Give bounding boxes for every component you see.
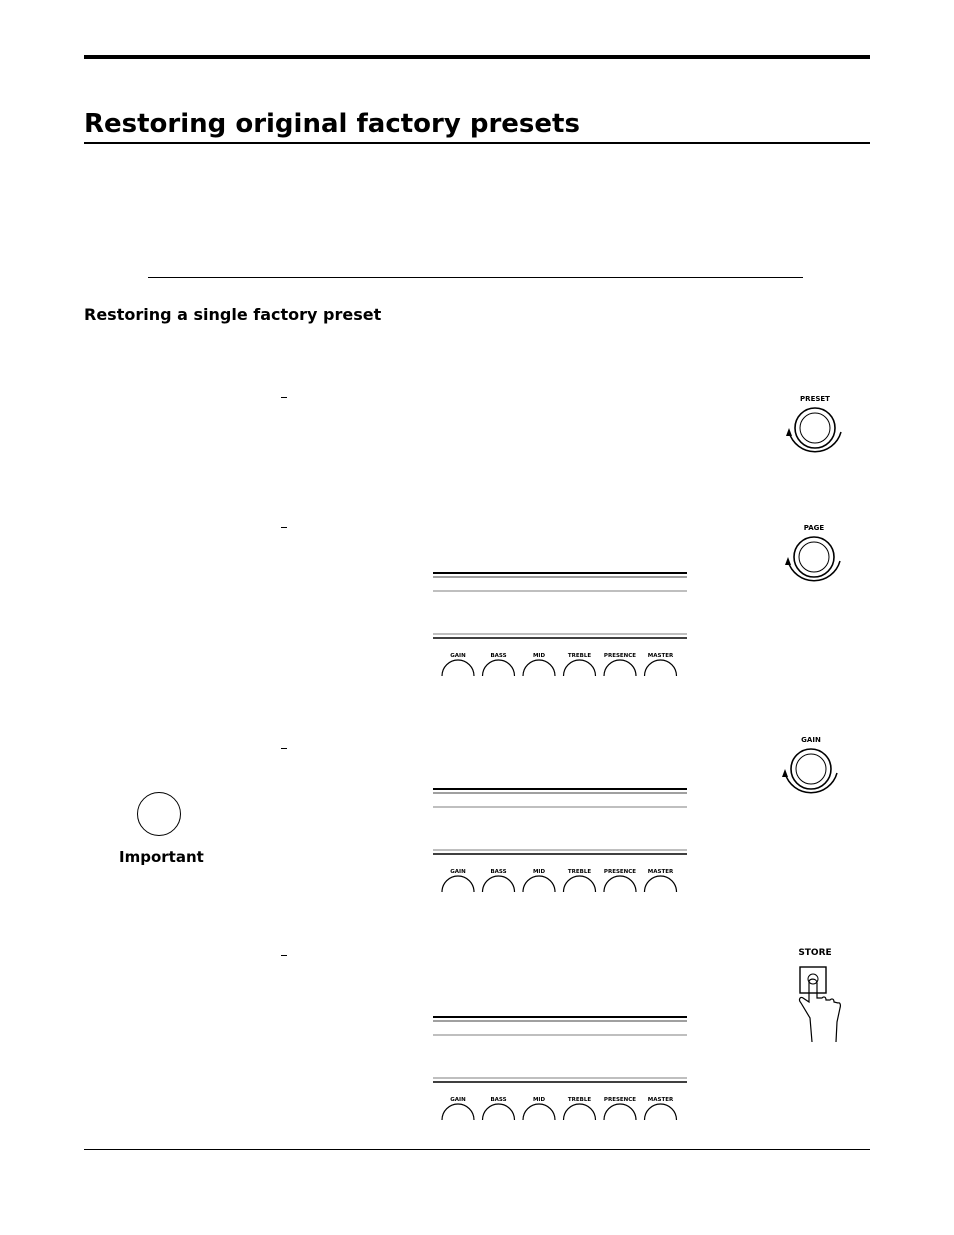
important-label: Important	[119, 848, 204, 866]
step-4-marker	[281, 955, 287, 956]
page-title: Restoring original factory presets	[84, 109, 580, 139]
gain-knob-label: GAIN	[801, 736, 821, 744]
panel-2-knob-label: TREBLE	[567, 869, 592, 875]
panel-2-knob-label: GAIN	[450, 869, 466, 875]
store-button-icon	[800, 967, 826, 993]
panel-1-knob-icon	[604, 660, 636, 676]
knob-cap-icon	[799, 542, 829, 572]
panel-2-knob-label: MID	[532, 869, 546, 875]
panel-3-knob-icon	[564, 1104, 596, 1120]
panel-3-knob-icon	[442, 1104, 474, 1120]
panel-1-knob-label: TREBLE	[567, 653, 592, 659]
knob-cap-icon	[796, 754, 826, 784]
panel-2-knob-label: PRESENCE	[603, 869, 637, 875]
important-icon	[137, 792, 181, 836]
panel-3-knob-label: TREBLE	[567, 1097, 592, 1103]
title-rule	[84, 142, 870, 144]
panel-2-knob-icon	[604, 876, 636, 892]
panel-2-knob-icon	[523, 876, 555, 892]
knob-ring-icon	[794, 537, 834, 577]
section-divider	[148, 277, 803, 278]
step-3-marker	[281, 748, 287, 749]
panel-3-knob-label: BASS	[490, 1097, 507, 1103]
panel-1-knob-label: BASS	[490, 653, 507, 659]
arrow-head-icon	[785, 557, 791, 565]
panel-1-knob-icon	[645, 660, 677, 676]
page-knob-label: PAGE	[803, 524, 825, 532]
step-1-marker	[281, 397, 287, 398]
knob-ring-icon	[791, 749, 831, 789]
panel-3-knob-icon	[523, 1104, 555, 1120]
panel-3-knob-label: MASTER	[647, 1097, 674, 1103]
footer-rule	[84, 1149, 870, 1150]
pressing-finger-icon	[800, 982, 841, 1042]
top-rule	[84, 55, 870, 59]
panel-1-knob-icon	[523, 660, 555, 676]
preset-knob-label: PRESET	[800, 395, 830, 403]
knob-ring-icon	[795, 408, 835, 448]
panel-2-knob-icon	[483, 876, 515, 892]
panel-2-knob-icon	[645, 876, 677, 892]
panel-2-knob-label: MASTER	[647, 869, 674, 875]
panel-2-knob-icon	[564, 876, 596, 892]
panel-3-knob-icon	[604, 1104, 636, 1120]
panel-3-knob-label: MID	[532, 1097, 546, 1103]
store-button-illustration	[780, 940, 850, 1045]
panel-2-knob-icon	[442, 876, 474, 892]
knob-cap-icon	[800, 413, 830, 443]
preset-knob	[775, 388, 855, 464]
fingertip-icon	[809, 979, 817, 983]
page-knob	[774, 517, 854, 593]
gain-knob	[771, 729, 851, 805]
arrow-head-icon	[786, 428, 792, 436]
panel-1-knob-icon	[442, 660, 474, 676]
display-panel-2	[433, 786, 689, 894]
panel-1-knob-icon	[483, 660, 515, 676]
panel-1-knob-icon	[564, 660, 596, 676]
panel-1-knob-label: MASTER	[647, 653, 674, 659]
step-2-marker	[281, 527, 287, 528]
panel-1-knob-label: GAIN	[450, 653, 466, 659]
arrow-head-icon	[782, 769, 788, 777]
panel-3-knob-label: PRESENCE	[603, 1097, 637, 1103]
store-label: STORE	[798, 948, 832, 958]
panel-1-knob-label: MID	[532, 653, 546, 659]
panel-3-knob-icon	[645, 1104, 677, 1120]
section-heading: Restoring a single factory preset	[84, 305, 382, 324]
panel-2-knob-label: BASS	[490, 869, 507, 875]
display-panel-1	[433, 570, 689, 678]
panel-1-knob-label: PRESENCE	[603, 653, 637, 659]
display-panel-3	[433, 1014, 689, 1122]
panel-3-knob-icon	[483, 1104, 515, 1120]
panel-3-knob-label: GAIN	[450, 1097, 466, 1103]
